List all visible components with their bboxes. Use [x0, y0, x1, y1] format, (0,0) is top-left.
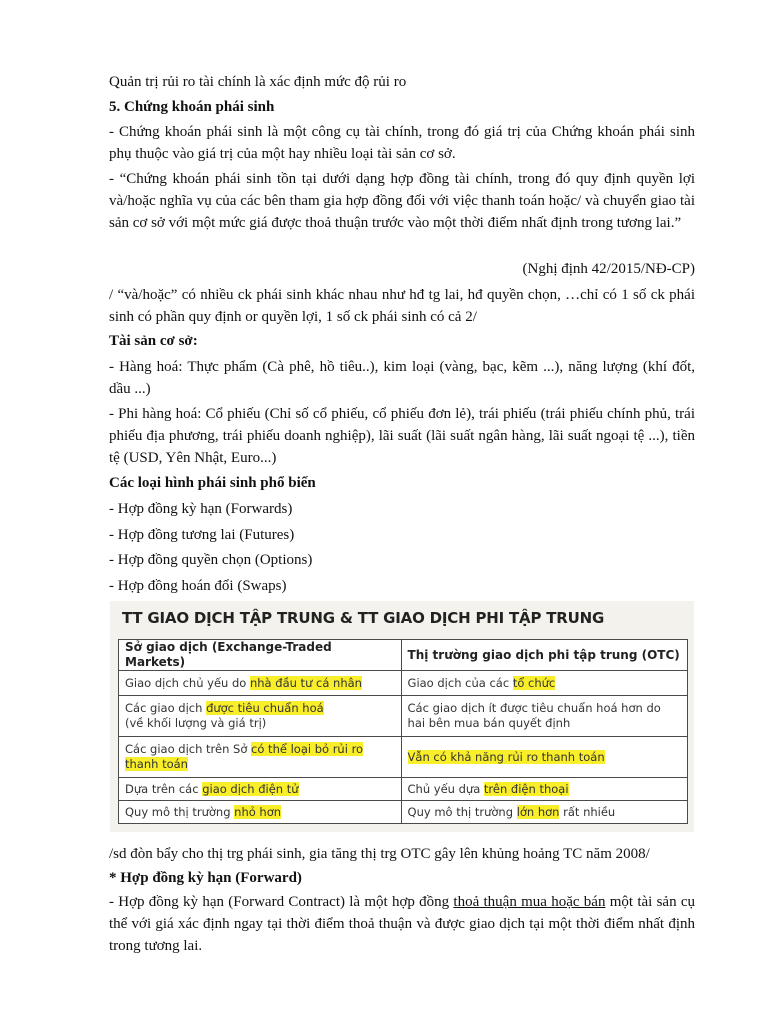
heading-derivative-types: Các loại hình phái sinh phổ biến [109, 475, 316, 491]
table-header-exchange: Sở giao dịch (Exchange-Traded Markets) [119, 640, 402, 671]
table-row [119, 696, 688, 737]
table-cell: Các giao dịch trên Sở có thể loại bỏ rủi ro thanh toán [119, 737, 402, 778]
table-title: TT GIAO DỊCH TẬP TRUNG & TT GIAO DỊCH PHI TẬP TRUNG [122, 609, 605, 627]
intro-line: Quản trị rủi ro tài chính là xác định mức độ rủi ro [109, 74, 407, 90]
highlight: tổ chức [512, 675, 556, 690]
section-heading-derivatives: 5. Chứng khoán phái sinh [109, 99, 275, 115]
table-row [119, 778, 688, 801]
table-header-otc: Thị trường giao dịch phi tập trung (OTC) [401, 640, 687, 671]
paragraph-quote: - “Chứng khoán phái sinh tồn tại dưới dạng hợp đồng tài chính, trong đó quy định quyền lợi và/hoặc nghĩa vụ của các bên tham gia hợp đồng đối với việc thanh toán hoặc/ và chuyển giao tài sản cơ sở với một mức giá được thoả thuận trước vào một thời điểm nhất định trong tương lai.” [109, 171, 695, 231]
comparison-table-image [110, 601, 694, 832]
underlined-phrase: thoả thuận mua hoặc bán [453, 894, 606, 910]
paragraph-forward-definition: - Hợp đồng kỳ hạn (Forward Contract) là một hợp đồng thoả thuận mua hoặc bán một tài sản cụ thể với giá xác định ngay tại thời điểm thoả thuận và được giao dịch tại một thời điểm nhất định trong tương lai. [109, 894, 696, 954]
table-row [119, 671, 688, 696]
highlight: trên điện thoại [483, 781, 569, 796]
table-row [119, 737, 688, 778]
paragraph-note: / “và/hoặc” có nhiều ck phái sinh khác nhau như hđ tg lai, hđ quyền chọn, …chỉ có 1 số ck phái sinh có phần quy định or quyền lợi, 1 số ck phái sinh có cả 2/ [109, 287, 695, 325]
citation: (Nghị định 42/2015/NĐ-CP) [522, 261, 695, 277]
table-cell: Quy mô thị trường nhỏ hơn [119, 801, 402, 824]
list-item: - Hợp đồng hoán đổi (Swaps) [109, 578, 287, 594]
table-row [119, 801, 688, 824]
paragraph-commodities: - Hàng hoá: Thực phẩm (Cà phê, hồ tiêu..), kim loại (vàng, bạc, kẽm ...), năng lượng (khí đốt, dầu ...) [109, 359, 695, 397]
list-item: - Hợp đồng tương lai (Futures) [109, 527, 295, 543]
heading-forward: * Hợp đồng kỳ hạn (Forward) [109, 870, 302, 886]
comparison-table [118, 639, 688, 824]
paragraph-leverage-note: /sd đòn bẩy cho thị trg phái sinh, gia tăng thị trg OTC gây lên khủng hoảng TC năm 2008/ [109, 846, 650, 862]
paragraph-non-commodities: - Phi hàng hoá: Cổ phiếu (Chỉ số cổ phiếu, cổ phiếu đơn lẻ), trái phiếu (trái phiếu chính phủ, trái phiếu địa phương, trái phiếu doanh nghiệp), lãi suất (lãi suất ngân hàng, lãi suất ngoại tệ ...), tiền tệ (USD, Yên Nhật, Euro...) [109, 406, 695, 466]
paragraph-definition: - Chứng khoán phái sinh là một công cụ tài chính, trong đó giá trị của Chứng khoán phái sinh phụ thuộc vào giá trị của một hay nhiều loại tài sản cơ sở. [109, 124, 695, 162]
highlight: giao dịch điện tử [202, 781, 299, 796]
list-item: - Hợp đồng quyền chọn (Options) [109, 552, 313, 568]
highlight: Vẫn có khả năng rủi ro thanh toán [407, 749, 605, 764]
table-cell: Quy mô thị trường lớn hơn rất nhiều [401, 801, 687, 824]
highlight: nhà đầu tư cá nhân [249, 675, 362, 690]
table-cell: Giao dịch chủ yếu do nhà đầu tư cá nhân [119, 671, 402, 696]
table-cell: Giao dịch của các tổ chức [401, 671, 687, 696]
heading-underlying-assets: Tài sản cơ sở: [109, 333, 198, 349]
table-cell: Các giao dịch ít được tiêu chuẩn hoá hơn do hai bên mua bán quyết định [401, 696, 687, 737]
highlight: lớn hơn [516, 804, 560, 819]
highlight: có thể loại bỏ rủi ro thanh toán [125, 742, 364, 771]
table-cell: Chủ yếu dựa trên điện thoại [401, 778, 687, 801]
highlight: được tiêu chuẩn hoá [206, 701, 324, 715]
table-cell [401, 737, 687, 778]
highlight: nhỏ hơn [234, 804, 282, 819]
list-item: - Hợp đồng kỳ hạn (Forwards) [109, 501, 293, 517]
table-cell: Các giao dịch được tiêu chuẩn hoá (về khối lượng và giá trị) [119, 696, 402, 737]
table-cell: Dựa trên các giao dịch điện tử [119, 778, 402, 801]
